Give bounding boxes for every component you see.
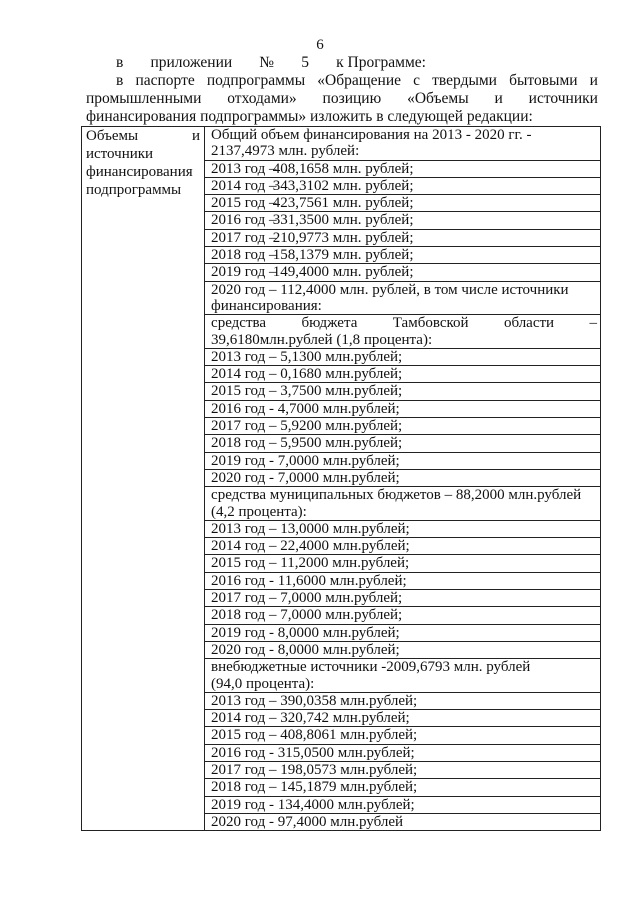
regional-total: 39,6180млн.рублей (1,8 процента): <box>205 332 600 349</box>
total-year-row <box>205 264 600 281</box>
year-label: 2015 год – <box>211 195 277 212</box>
regional-word: области <box>503 315 555 332</box>
label-cell <box>82 127 205 831</box>
extrabudget-year-row: 2015 год – 408,8061 млн.рублей; <box>205 727 600 744</box>
intro-word: с <box>413 72 421 89</box>
municipal-year-row: 2020 год - 8,0000 млн.рублей; <box>205 642 600 659</box>
intro-word: «Обращение <box>317 72 402 89</box>
total-line: 2137,4973 млн. рублей: <box>205 143 600 160</box>
page-number: 6 <box>316 37 324 53</box>
intro-word: 5 <box>301 54 309 71</box>
sources-label: финансирования: <box>205 298 600 315</box>
intro-word: позицию <box>322 90 382 107</box>
extrabudget-total: (94,0 процента): <box>205 676 600 693</box>
extrabudget-header: внебюджетные источники -2009,6793 млн. рублей <box>211 659 531 676</box>
intro-word: паспорте <box>135 72 195 89</box>
total-year-row <box>205 178 600 195</box>
year-label: 2014 год – <box>211 177 277 194</box>
passport-table <box>81 126 601 831</box>
year-amount: 408,1658 млн. рублей; <box>272 160 414 177</box>
year-label: 2018 год – <box>211 247 277 264</box>
regional-year-row: 2019 год - 7,0000 млн.рублей; <box>205 453 600 470</box>
regional-word: средства <box>211 315 267 332</box>
municipal-total: (4,2 процента): <box>205 504 600 521</box>
total-line: Общий объем финансирования на 2013 - 2020 гг. - <box>211 127 532 143</box>
year-label: 2017 год – <box>211 229 277 246</box>
municipal-header: средства муниципальных бюджетов – 88,2000 млн.рублей <box>211 487 582 504</box>
passport-row <box>82 127 601 831</box>
intro-word: и <box>494 90 503 107</box>
extrabudget-year-row: 2018 год – 145,1879 млн.рублей; <box>205 779 600 796</box>
extrabudget-year-row: 2013 год – 390,0358 млн.рублей; <box>205 693 600 710</box>
regional-year-row: 2020 год - 7,0000 млн.рублей; <box>205 470 600 487</box>
regional-word: Тамбовской <box>392 315 469 332</box>
total-year-row <box>205 247 600 264</box>
regional-word: бюджета <box>301 315 358 332</box>
year-amount: 210,9773 млн. рублей; <box>272 229 414 246</box>
intro-word: в <box>116 54 124 71</box>
last-year-line: 2020 год – 112,4000 млн. рублей, в том числе источники <box>211 281 569 298</box>
year-amount: 331,3500 млн. рублей; <box>272 212 414 229</box>
year-label: 2013 год – <box>211 160 277 177</box>
intro-word: твердыми <box>432 72 497 89</box>
extrabudget-year-row: 2019 год - 134,4000 млн.рублей; <box>205 797 600 814</box>
regional-year-row: 2015 год – 3,7500 млн.рублей; <box>205 383 600 400</box>
intro-word: подпрограммы <box>206 72 306 89</box>
intro-word: промышленными <box>86 90 202 107</box>
intro-word: бытовыми <box>509 72 578 89</box>
regional-year-row: 2016 год - 4,7000 млн.рублей; <box>205 401 600 418</box>
total-year-row <box>205 230 600 247</box>
intro-word: приложении <box>150 54 233 71</box>
extrabudget-year-row: 2016 год - 315,0500 млн.рублей; <box>205 745 600 762</box>
regional-year-row: 2014 год – 0,1680 млн.рублей; <box>205 366 600 383</box>
municipal-year-row: 2014 год – 22,4000 млн.рублей; <box>205 538 600 555</box>
municipal-year-row: 2015 год – 11,2000 млн.рублей; <box>205 555 600 572</box>
municipal-year-row: 2016 год - 11,6000 млн.рублей; <box>205 573 600 590</box>
year-label: 2019 год – <box>211 264 277 281</box>
year-label: 2016 год – <box>211 212 277 229</box>
municipal-year-row: 2018 год – 7,0000 млн.рублей; <box>205 607 600 624</box>
regional-header <box>205 315 600 331</box>
intro-word: к Программе: <box>336 54 426 71</box>
intro-word: № <box>259 54 275 71</box>
label-word: и <box>192 128 201 144</box>
label-word: Объемы <box>86 128 139 144</box>
label-line <box>82 127 204 145</box>
extrabudget-year-row: 2014 год – 320,742 млн.рублей; <box>205 710 600 727</box>
total-year-row <box>205 212 600 229</box>
intro-line-3 <box>86 90 598 108</box>
intro-word: и <box>589 72 598 89</box>
intro-paragraph <box>86 54 598 126</box>
intro-word: источники <box>528 90 598 107</box>
municipal-year-row: 2013 год – 13,0000 млн.рублей; <box>205 521 600 538</box>
extrabudget-year-row: 2020 год - 97,4000 млн.рублей <box>211 813 404 830</box>
intro-word: «Объемы <box>407 90 469 107</box>
municipal-year-row: 2019 год - 8,0000 млн.рублей; <box>205 625 600 642</box>
regional-word: – <box>589 315 597 332</box>
year-amount: 158,1379 млн. рублей; <box>272 247 414 264</box>
label-line: финансирования <box>86 164 193 180</box>
label-line: источники <box>86 146 154 162</box>
intro-line-2 <box>86 72 598 90</box>
year-amount: 343,3102 млн. рублей; <box>272 177 414 194</box>
extrabudget-year-row: 2017 год – 198,0573 млн.рублей; <box>205 762 600 779</box>
total-year-row <box>205 161 600 178</box>
municipal-year-row: 2017 год – 7,0000 млн.рублей; <box>205 590 600 607</box>
intro-line-1 <box>86 54 598 72</box>
label-line: подпрограммы <box>86 182 182 198</box>
year-amount: 423,7561 млн. рублей; <box>272 195 414 212</box>
regional-year-row: 2018 год – 5,9500 млн.рублей; <box>205 435 600 452</box>
intro-line-4: финансирования подпрограммы» изложить в следующей редакции: <box>86 108 533 125</box>
content-cell <box>205 127 601 831</box>
total-year-row <box>205 195 600 212</box>
regional-year-row: 2017 год – 5,9200 млн.рублей; <box>205 418 600 435</box>
intro-word: отходами» <box>227 90 297 107</box>
intro-word: в <box>116 72 124 89</box>
regional-year-row: 2013 год – 5,1300 млн.рублей; <box>205 349 600 366</box>
year-amount: 149,4000 млн. рублей; <box>272 264 414 281</box>
